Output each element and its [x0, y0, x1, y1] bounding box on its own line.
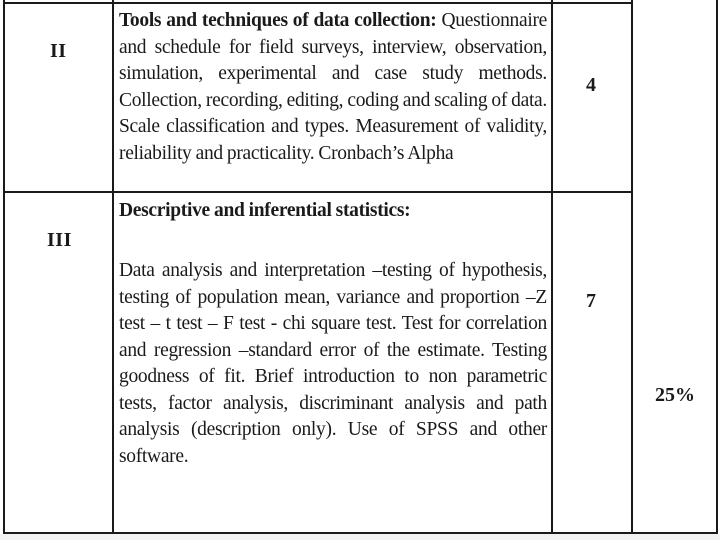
weight-percentage: 25% — [655, 384, 695, 406]
table-divider-hours — [631, 0, 633, 534]
unit-ii-content: Questionnaire and schedule for field surveys, interview, observation, simulation, experimental and case study methods. Collection, recording, editing, coding and scaling of data. Scale classification and types. Measurement of validity, reliability and practicality. Cronbach’s Alpha — [119, 10, 547, 164]
table-divider-content — [551, 0, 553, 534]
table-divider-unit — [112, 0, 114, 534]
page-bottom-band — [0, 534, 720, 540]
unit-iii-heading: Descriptive and inferential statistics: — [119, 200, 411, 221]
unit-number-ii: II — [50, 40, 67, 62]
unit-ii-heading: Tools and techniques of data collection: — [119, 10, 437, 31]
unit-ii-description — [119, 8, 547, 167]
table-top-rule — [3, 2, 633, 4]
table-border-left — [3, 0, 5, 534]
table-border-right — [716, 0, 718, 534]
table-row-separator — [3, 191, 633, 193]
unit-iii-hours: 7 — [586, 290, 596, 312]
unit-ii-hours: 4 — [586, 74, 596, 96]
unit-iii-content: Data analysis and interpretation –testing of hypothesis, testing of population mean, variance and proportion –Z test – t test – F test - chi square test. Test for correlation and regression –standard error of the estimate. Testing goodness of fit. Brief introduction to non parametric tests, factor analysis, discriminant analysis and path analysis (description only). Use of SPSS and other software. — [119, 260, 547, 467]
unit-number-iii: III — [47, 229, 72, 251]
